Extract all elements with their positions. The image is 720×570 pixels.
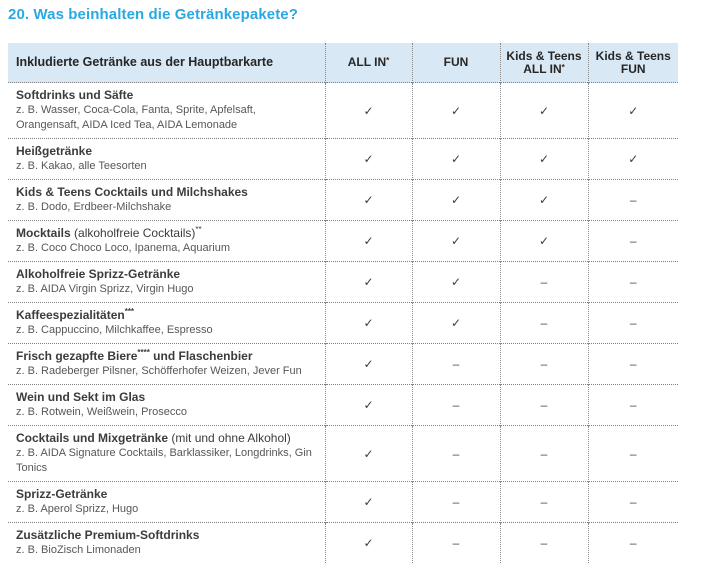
package-value-cell [325, 262, 412, 303]
row-title: Heißgetränke [16, 144, 93, 158]
row-title: Sprizz-Getränke [16, 487, 108, 501]
dash-icon: – [629, 275, 637, 289]
row-title: Kaffeespezialitäten*** [16, 307, 135, 322]
row-examples: z. B. Wasser, Coca-Cola, Fanta, Sprite, Apfelsaft, Orangensaft, AIDA Iced Tea, AIDA Lemonade [16, 104, 256, 131]
check-icon: ✓ [363, 495, 374, 509]
check-icon: ✓ [450, 152, 462, 166]
dash-icon: – [452, 357, 460, 371]
package-value-cell [325, 139, 412, 180]
dash-icon: – [540, 357, 548, 371]
row-examples: z. B. AIDA Signature Cocktails, Barklassiker, Longdrinks, Gin Tonics [16, 447, 312, 474]
row-label-cell [8, 523, 325, 564]
dash-icon: – [540, 495, 548, 509]
package-value-cell [500, 482, 588, 523]
package-value-cell [588, 221, 678, 262]
package-value-cell [588, 139, 678, 180]
row-label-cell [8, 482, 325, 523]
row-label-cell [8, 180, 325, 221]
package-value-cell [325, 180, 412, 221]
check-icon: ✓ [628, 152, 639, 166]
package-value-cell [412, 221, 500, 262]
dash-icon: – [629, 316, 637, 330]
package-value-cell [412, 523, 500, 564]
package-value-cell [500, 523, 588, 564]
package-value-cell [412, 385, 500, 426]
check-icon: ✓ [450, 316, 462, 330]
row-label-cell [8, 139, 325, 180]
package-value-cell [325, 482, 412, 523]
row-examples: z. B. Dodo, Erdbeer-Milchshake [16, 201, 172, 213]
row-title: Kids & Teens Cocktails und Milchshakes [16, 185, 248, 199]
row-title: Zusätzliche Premium-Softdrinks [16, 528, 200, 542]
package-value-cell [588, 523, 678, 564]
row-label-cell [8, 262, 325, 303]
dash-icon: – [629, 446, 637, 461]
row-title: Softdrinks und Säfte [16, 88, 134, 102]
check-icon: ✓ [363, 152, 374, 166]
package-value-cell [500, 426, 588, 482]
package-value-cell [412, 426, 500, 482]
table-row [8, 385, 678, 426]
dash-icon: – [629, 234, 637, 248]
row-label-cell [8, 221, 325, 262]
dash-icon: – [540, 398, 548, 412]
table-row [8, 344, 678, 385]
dash-icon: – [452, 446, 460, 461]
table-row [8, 262, 678, 303]
row-label-cell [8, 426, 325, 482]
dash-icon: – [452, 495, 460, 509]
check-icon: ✓ [363, 234, 374, 248]
table-row [8, 303, 678, 344]
row-examples: z. B. AIDA Virgin Sprizz, Virgin Hugo [16, 283, 194, 295]
check-icon: ✓ [363, 316, 374, 330]
row-label-cell [8, 83, 325, 139]
dash-icon: – [629, 398, 637, 412]
row-examples: z. B. Kakao, alle Teesorten [16, 160, 147, 172]
package-value-cell [500, 344, 588, 385]
table-row [8, 426, 678, 482]
table-body [8, 83, 678, 564]
table-header-row [8, 43, 678, 83]
package-value-cell [412, 482, 500, 523]
package-value-cell [325, 344, 412, 385]
dash-icon: – [452, 398, 460, 412]
dash-icon: – [629, 536, 637, 550]
package-value-cell [588, 385, 678, 426]
package-value-cell [325, 426, 412, 482]
package-value-cell [412, 139, 500, 180]
package-value-cell [325, 221, 412, 262]
row-label-cell [8, 385, 325, 426]
dash-icon: – [540, 275, 548, 289]
row-examples: z. B. Aperol Sprizz, Hugo [16, 503, 139, 515]
package-value-cell [500, 303, 588, 344]
package-value-cell [500, 221, 588, 262]
check-icon: ✓ [538, 152, 550, 166]
check-icon: ✓ [450, 193, 462, 207]
dash-icon: – [629, 357, 637, 371]
dash-icon: – [540, 446, 548, 461]
table-row [8, 482, 678, 523]
row-examples: z. B. Cappuccino, Milchkaffee, Espresso [16, 324, 213, 336]
package-value-cell [588, 180, 678, 221]
dash-icon: – [629, 495, 637, 509]
check-icon: ✓ [363, 536, 374, 550]
check-icon: ✓ [363, 398, 374, 412]
package-value-cell [588, 426, 678, 482]
check-icon: ✓ [450, 275, 462, 289]
column-header-kids-teens-all-in: Kids & Teens ALL IN* [500, 43, 588, 83]
dash-icon: – [540, 536, 548, 550]
package-value-cell [412, 344, 500, 385]
row-examples: z. B. BioZisch Limonaden [16, 544, 141, 556]
package-value-cell [588, 83, 678, 139]
check-icon: ✓ [538, 234, 550, 248]
package-value-cell [325, 303, 412, 344]
package-value-cell [412, 180, 500, 221]
package-value-cell [588, 303, 678, 344]
package-value-cell [588, 344, 678, 385]
dash-icon: – [629, 193, 637, 207]
check-icon: ✓ [363, 357, 374, 371]
check-icon: ✓ [538, 193, 550, 207]
check-icon: ✓ [538, 103, 550, 118]
check-icon: ✓ [450, 234, 462, 248]
row-title: Mocktails (alkoholfreie Cocktails)** [16, 225, 202, 240]
row-examples: z. B. Radeberger Pilsner, Schöfferhofer Weizen, Jever Fun [16, 365, 302, 377]
check-icon: ✓ [363, 446, 374, 461]
check-icon: ✓ [628, 103, 639, 118]
package-value-cell [500, 385, 588, 426]
package-value-cell [588, 262, 678, 303]
package-value-cell [500, 262, 588, 303]
column-header-fun: FUN [412, 43, 500, 83]
check-icon: ✓ [363, 103, 374, 118]
package-value-cell [412, 83, 500, 139]
package-value-cell [412, 303, 500, 344]
package-value-cell [412, 262, 500, 303]
row-label-cell [8, 303, 325, 344]
column-header-kids-teens-fun: Kids & Teens FUN [588, 43, 678, 83]
table-row [8, 83, 678, 139]
table-row [8, 139, 678, 180]
check-icon: ✓ [450, 103, 462, 118]
check-icon: ✓ [363, 275, 374, 289]
row-label-cell [8, 344, 325, 385]
check-icon: ✓ [363, 193, 374, 207]
dash-icon: – [452, 536, 460, 550]
package-value-cell [325, 83, 412, 139]
column-header-all-in: ALL IN* [325, 43, 412, 83]
row-examples: z. B. Rotwein, Weißwein, Prosecco [16, 406, 187, 418]
row-examples: z. B. Coco Choco Loco, Ipanema, Aquarium [16, 242, 231, 254]
package-value-cell [500, 180, 588, 221]
package-value-cell [325, 523, 412, 564]
row-title: Alkoholfreie Sprizz-Getränke [16, 267, 181, 281]
column-header-included-drinks: Inkludierte Getränke aus der Hauptbarkarte [8, 43, 325, 83]
dash-icon: – [540, 316, 548, 330]
package-value-cell [588, 482, 678, 523]
package-value-cell [500, 83, 588, 139]
row-title: Cocktails und Mixgetränke (mit und ohne Alkohol) [16, 431, 291, 445]
package-value-cell [500, 139, 588, 180]
table-row [8, 523, 678, 564]
table-row [8, 221, 678, 262]
row-title: Frisch gezapfte Biere**** und Flaschenbier [16, 348, 253, 363]
drink-packages-table [8, 43, 678, 563]
page-title: 20. Was beinhalten die Getränkepakete? [8, 6, 299, 23]
row-title: Wein und Sekt im Glas [16, 390, 146, 404]
table-row [8, 180, 678, 221]
package-value-cell [325, 385, 412, 426]
